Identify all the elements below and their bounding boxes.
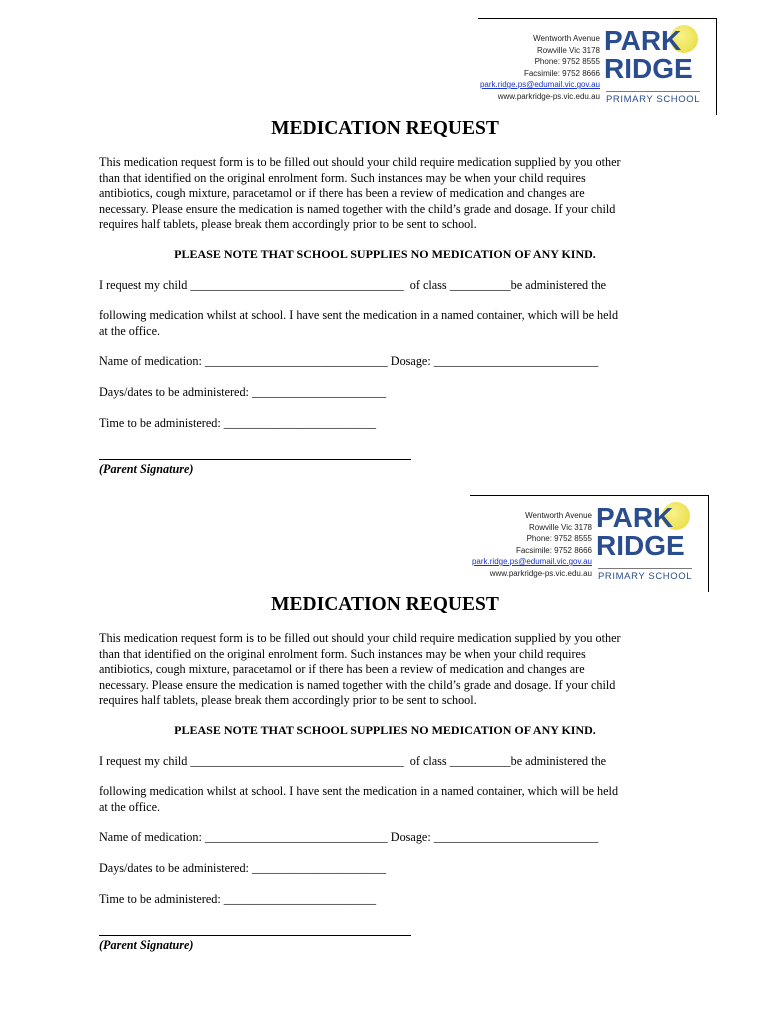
form-title: MEDICATION REQUEST [271,594,499,615]
logo-school-text: PRIMARY SCHOOL [598,568,692,582]
intro-line-5: requires half tablets, please break them accordingly prior to be sent to school. [99,217,477,232]
intro-line-1: This medication request form is to be filled out should your child require medication supplied by you other [99,631,621,645]
logo-ridge-text: RIDGE [604,53,693,84]
intro-line-5: requires half tablets, please break them accordingly prior to be sent to school. [99,693,477,708]
medication-line-1: following medication whilst at school. I have sent the medication in a named container, which will be held [99,308,619,322]
letterhead [470,495,709,592]
days-field[interactable]: Days/dates to be administered: ______________________ [99,861,387,875]
intro-line-1: This medication request form is to be filled out should your child require medication supplied by you other [99,155,621,169]
intro-line-2: than that identified on the original enrolment form. Such instances may be when your child requires [99,170,586,185]
school-logo [596,502,694,588]
email-link[interactable]: park.ridge.ps@edumail.vic.gov.au [479,80,600,89]
letterhead [478,18,717,115]
address-street: Wentworth Avenue [533,34,600,43]
intro-line-4: necessary. Please ensure the medication is named together with the child’s grade and dosage. If your child [99,201,616,216]
address-street: Wentworth Avenue [525,511,592,520]
address-fax: Facsimile: 9752 8666 [515,545,592,555]
logo-park-text: PARK [596,502,674,533]
request-line[interactable]: I request my child ___________________________________ of class __________be administered the [99,754,607,768]
form-copy-2 [0,476,770,956]
intro-paragraph [99,155,670,233]
intro-line-2: than that identified on the original enrolment form. Such instances may be when your child requires [99,646,586,661]
medication-line-2: at the office. [99,799,161,814]
signature-label: (Parent Signature) [99,462,194,476]
address-phone: Phone: 9752 8555 [526,534,592,543]
form-copy-1 [0,0,770,480]
time-field[interactable]: Time to be administered: _________________________ [99,416,377,430]
logo-school-text: PRIMARY SCHOOL [606,91,700,105]
address-suburb: Rowville Vic 3178 [537,45,600,55]
medication-line-1: following medication whilst at school. I have sent the medication in a named container, which will be held [99,784,619,798]
address-suburb: Rowville Vic 3178 [529,522,592,532]
medication-paragraph [99,308,670,339]
signature-line[interactable] [99,459,411,460]
intro-line-3: antibiotics, cough mixture, paracetamol or if there has been a review of medication and changes are [99,186,585,201]
intro-line-3: antibiotics, cough mixture, paracetamol or if there has been a review of medication and changes are [99,662,585,677]
school-address [472,510,592,579]
form-title: MEDICATION REQUEST [271,118,499,139]
signature-line[interactable] [99,935,411,936]
medication-name-dosage-field[interactable]: Name of medication: ______________________________ Dosage: ___________________________ [99,830,599,844]
address-fax: Facsimile: 9752 8666 [523,68,600,78]
no-medication-note: PLEASE NOTE THAT SCHOOL SUPPLIES NO MEDICATION OF ANY KIND. [174,247,596,261]
school-address [480,33,600,102]
logo-ridge-text: RIDGE [596,530,685,561]
email-link[interactable]: park.ridge.ps@edumail.vic.gov.au [471,557,592,566]
address-phone: Phone: 9752 8555 [534,57,600,66]
school-logo [604,25,702,111]
medication-paragraph [99,784,670,815]
website-text: www.parkridge-ps.vic.edu.au [497,91,600,101]
logo-park-text: PARK [604,25,682,56]
medication-line-2: at the office. [99,323,161,338]
website-text: www.parkridge-ps.vic.edu.au [489,568,592,578]
intro-paragraph [99,631,670,709]
intro-line-4: necessary. Please ensure the medication is named together with the child’s grade and dosage. If your child [99,677,616,692]
signature-label: (Parent Signature) [99,938,194,952]
no-medication-note: PLEASE NOTE THAT SCHOOL SUPPLIES NO MEDICATION OF ANY KIND. [174,723,596,737]
days-field[interactable]: Days/dates to be administered: ______________________ [99,385,387,399]
medication-name-dosage-field[interactable]: Name of medication: ______________________________ Dosage: ___________________________ [99,354,599,368]
request-line[interactable]: I request my child ___________________________________ of class __________be administered the [99,278,607,292]
time-field[interactable]: Time to be administered: _________________________ [99,892,377,906]
